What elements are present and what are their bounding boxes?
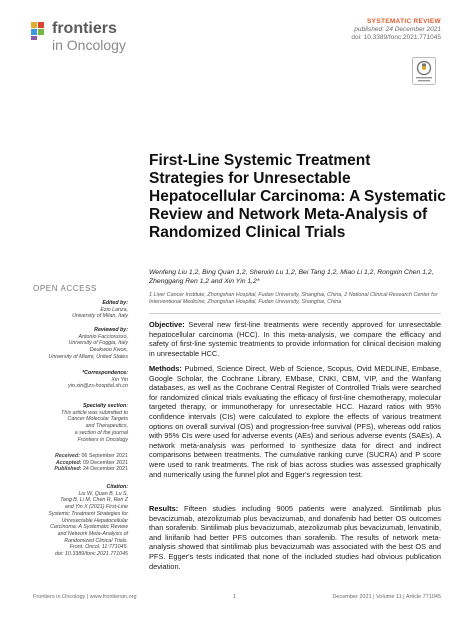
abstract-methods [149,364,441,479]
abstract-results [149,504,441,571]
footer-journal[interactable]: Frontiers in Oncology | www.frontiersin.org [33,594,137,600]
received-date: Received: 06 September 2021 [54,453,128,459]
citation-label: Citation: [106,484,128,490]
reviewer-1-name[interactable]: Antonio Facciorusso, [78,333,128,340]
affiliations: 1 Liver Cancer Institute, Zhongshan Hospital, Fudan University, Shanghai, China, 2 National Clinical Research Center for Interventional Medicine, Zhongshan Hospital, Fudan University, Shanghai, China [149,292,438,305]
citation-doi[interactable]: doi: 10.3389/fonc.2021.771045 [54,551,128,558]
abstract-objective [149,320,441,358]
page-number: 1 [233,594,237,600]
author-list: Wenfeng Liu 1,2, Bing Quan 1,2, Shenxin Lu 1,2, Bei Tang 1,2, Miao Li 1,2, Rongxin Chen 1,2, Zhenggang Ren 1,2 and Xin Yin 1,2* [149,269,434,285]
citation-line: Tang B, Li M, Chen R, Ren Z [60,497,128,504]
specialty-line: This article was submitted to [61,409,128,416]
specialty-section [61,403,128,443]
footer-issue: December 2021 | Volume 11 | Article 771045 [332,594,441,600]
citation-line: Randomized Clinical Trials. [64,537,128,544]
reviewer-2-affiliation: University of Miami, United States [48,353,128,360]
citation-line: and Network Meta-Analysis of [57,530,128,537]
specialty-line: Frontiers in Oncology [77,436,128,443]
results-text: Fifteen studies including 9005 patients were analyzed. Sintilimab plus bevacizumab, atezolizumab plus bevacizumab, and donafenib had better OS outcomes than sorafenib. Sintilimab plus bevacizumab, atezolizumab plus bevacizumab, lenvatinib, and linifanib had better PFS outcomes than sorafenib. The results of network meta-analysis showed that sintilimab plus bevacizumab was associated with the best OS and PFS. Egger's tests indicated that none of the included studies had obvious publication deviation. [149,504,441,571]
correspondence-label: *Correspondence: [82,370,128,376]
citation-line: and Yin X (2021) First-Line [64,504,128,511]
journal-logo[interactable] [30,20,180,54]
objective-text: Several new first-line treatments were recently approved for unresectable hepatocellular carcinoma (HCC). In this meta-analysis, we compare the efficacy and safety of first-line systemic treatments to provide information for clinical decision making in unresectable HCC. [149,320,441,358]
article-type: SYSTEMATIC REVIEW [367,18,441,25]
check-for-updates-badge[interactable] [412,57,436,85]
frontiers-logo-icon [30,21,50,41]
accepted-date: Accepted: 09 December 2021 [55,459,128,466]
check-updates-icon [412,57,436,85]
reviewer-2-name[interactable]: Deukwoo Kwon, [89,347,128,354]
journal-name: in Oncology [52,37,126,53]
editor-info [72,300,128,320]
edited-by-label: Edited by: [102,300,128,306]
specialty-section-label: Specialty section: [82,403,128,409]
specialty-line: Cancer Molecular Targets [67,416,128,423]
citation-line: Unresectable Hepatocellular [61,517,128,524]
citation-line: Carcinoma: A Systematic Review [50,524,128,531]
article-dates [54,453,128,473]
editor-affiliation: University of Milan, Italy [72,313,128,320]
brand-name: frontiers [52,20,117,37]
divider [149,313,441,314]
citation-line: Front. Oncol. 11:771045. [69,544,128,551]
correspondence-email[interactable]: yin.xin@zs-hospital.sh.cn [68,383,128,390]
methods-label: Methods: [149,364,182,373]
results-label: Results: [149,504,179,513]
reviewer-info [49,327,128,361]
methods-text: Pubmed, Science Direct, Web of Science, Scopus, Ovid MEDLINE, Embase, Google Scholar, the Cochrane Library, EMbase, CNKI, CBM, VIP, and the Wanfang databases, as well as the Cochrane Central Register of Controlled Trials were searched for randomized clinical trials evaluating the efficacy of first-line chemotherapy, molecular targeted therapy, or immunotherapy for unresectable HCC. Hazard ratios with 95% confidence intervals (CIs) were calculated to explore the effects of various treatment options on overall survival (OS) and progression-free survival (PFS), whereas odd ratios with 95% CIs were used for adverse events (AEs) and serious adverse events (SAEs). A network meta-analysis was performed to synthesize data for direct and indirect comparisons between treatments. The cumulative ranking curve (SUCRA) and P score were used to rank treatments. The risk of bias across studies was assessed graphically and numerically using the funnel plot and Egger's regression test. [149,364,441,479]
published-line: published: 24 December 2021 [354,26,441,33]
correspondence-info [68,370,128,390]
specialty-line: and Therapeutics, [85,423,128,430]
published-date: Published: 24 December 2021 [54,466,128,473]
citation-line: Systemic Treatment Strategies for [48,510,128,517]
citation-line: Liu W, Quan B, Lu S, [78,490,128,497]
citation-block [48,484,128,558]
editor-name[interactable]: Ezio Lanza, [100,306,128,313]
reviewer-1-affiliation: University of Foggia, Italy [68,340,128,347]
doi-line[interactable]: doi: 10.3389/fonc.2021.771045 [351,34,441,41]
objective-label: Objective: [149,320,185,329]
open-access-label: OPEN ACCESS [33,284,97,293]
specialty-line: a section of the journal [74,429,128,436]
reviewed-by-label: Reviewed by: [94,327,128,333]
article-meta [351,18,441,42]
article-title: First-Line Systemic Treatment Strategies for Unresectable Hepatocellular Carcinoma: A Systematic Review and Network Meta-Analysis of Randomized Clinical Trials [149,152,446,241]
correspondence-name: Xin Yin [111,376,128,383]
